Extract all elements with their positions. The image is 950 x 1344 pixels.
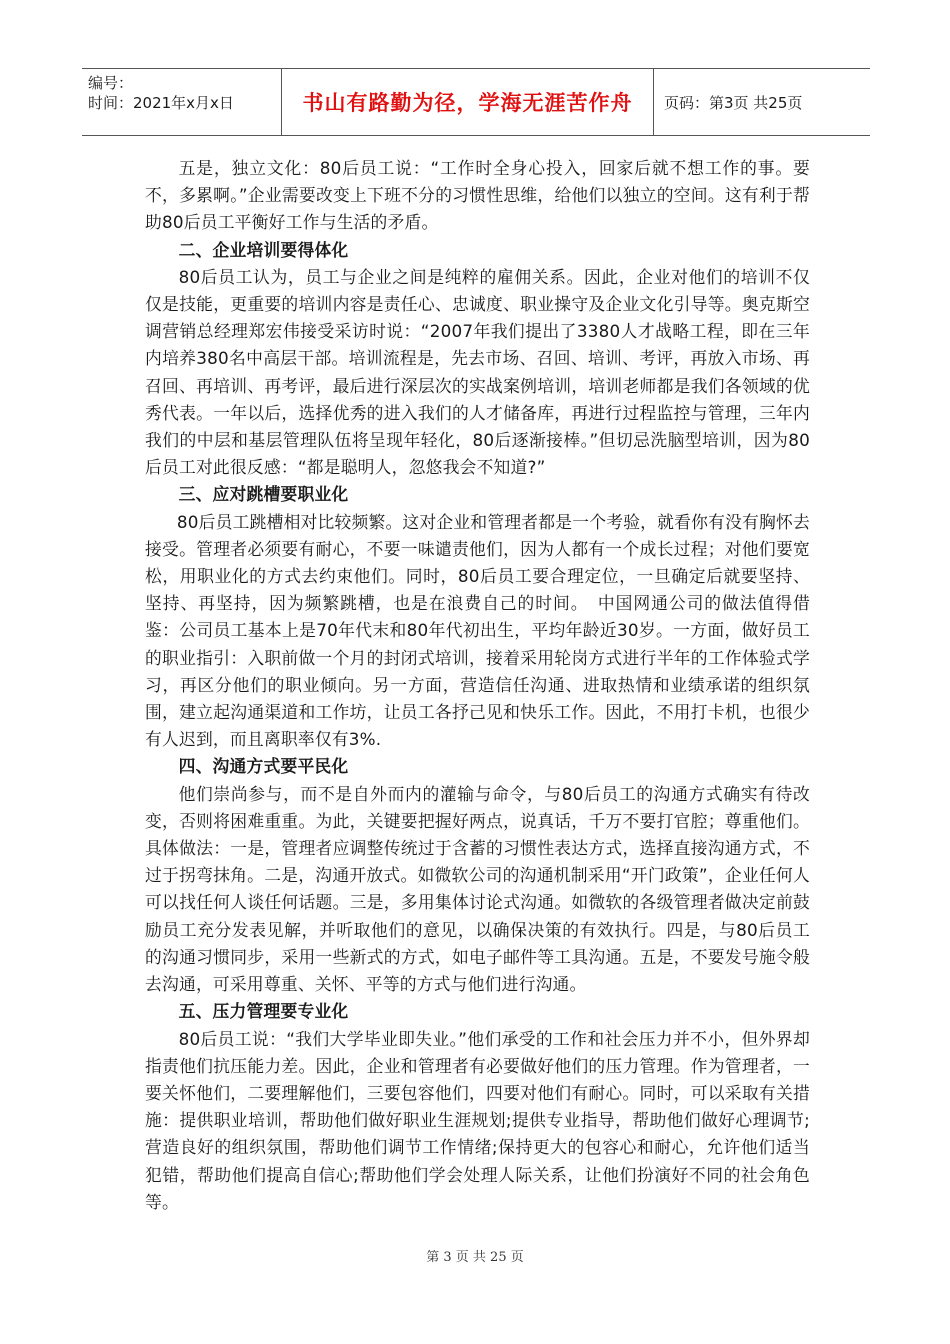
header-page-info: 页码：第3页 共25页 (664, 93, 803, 112)
section-heading: 四、沟通方式要平民化 (178, 756, 349, 777)
paragraph: 他们崇尚参与，而不是自外而内的灌输与命令，与80后员工的沟通方式确实有待改变，否则将困难重重。为此，关键要把握好两点，说真话，千万不要打官腔；尊重他们。具体做法：一是，管理者应调整传统过于含蓄的习惯性表达方式，选择直接沟通方式，不过于拐弯抹角。二是，沟通开放式。如微软公司的沟通机制采用“开门政策”，企业任何人可以找任何人谈任何话题。三是，多用集体讨论式沟通。如微软的各级管理者做决定前鼓励员工充分发表见解，并听取他们的意见，以确保决策的有效执行。四是，与80后员工的沟通习惯同步，采用一些新式的方式，如电子邮件等工具沟通。五是，不要发号施令般去沟通，可采用尊重、关怀、平等的方式与他们进行沟通。 (145, 783, 810, 995)
document-time: 时间：2021年x月x日 (88, 94, 234, 112)
paragraph: 80后员工跳槽相对比较频繁。这对企业和管理者都是一个考验，就看你有没有胸怀去接受。管理者必须要有耐心，不要一味谴责他们，因为人都有一个成长过程；对他们要宽松，用职业化的方式去约束他们。同时，80后员工要合理定位，一旦确定后就要坚持、坚持、再坚持，因为频繁跳槽，也是在浪费自己的时间。 中国网通公司的做法值得借鉴：公司员工基本上是70年代末和80年代初出生，平均年龄近30岁。一方面，做好员工的职业指引：入职前做一个月的封闭式培训，接着采用轮岗方式进行半年的工作体验式学习，再区分他们的职业倾向。另一方面，营造信任沟通、进取热情和业绩承诺的组织氛围，建立起沟通渠道和工作坊，让员工各抒己见和快乐工作。因此，不用打卡机，也很少有人迟到，而且离职率仅有3%. (145, 511, 810, 750)
header-table (82, 68, 870, 136)
document-number: 编号： (88, 74, 134, 92)
paragraph: 80后员工说：“我们大学毕业即失业。”他们承受的工作和社会压力并不小，但外界却指责他们抗压能力差。因此，企业和管理者有必要做好他们的压力管理。作为管理者，一要关怀他们，二要理解他们，三要包容他们，四要对他们有耐心。同时，可以采取有关措施：提供职业培训，帮助他们做好职业生涯规划;提供专业指导，帮助他们做好心理调节;营造良好的组织氛围，帮助他们调节工作情绪;保持更大的包容心和耐心，允许他们适当犯错，帮助他们提高自信心;帮助他们学会处理人际关系，让他们扮演好不同的社会角色等。 (145, 1028, 810, 1212)
header-meta (82, 69, 282, 135)
section-heading: 五、压力管理要专业化 (178, 1001, 349, 1022)
page-footer: 第 3 页 共 25 页 (426, 1250, 524, 1265)
paragraph: 80后员工认为，员工与企业之间是纯粹的雇佣关系。因此，企业对他们的培训不仅仅是技能，更重要的培训内容是责任心、忠诚度、职业操守及企业文化引导等。奥克斯空调营销总经理郑宏伟接受采访时说：“2007年我们提出了3380人才战略工程，即在三年内培养380名中高层干部。培训流程是，先去市场、召回、培训、考评，再放入市场、再召回、再培训、再考评，最后进行深层次的实战案例培训，培训老师都是我们各领域的优秀代表。一年以后，选择优秀的进入我们的人才储备库，再进行过程监控与管理，三年内我们的中层和基层管理队伍将呈现年轻化，80后逐渐接棒。”但切忌洗脑型培训，因为80后员工对此很反感：“都是聪明人，忽悠我会不知道?” (145, 266, 810, 478)
paragraph: 五是，独立文化：80后员工说：“工作时全身心投入，回家后就不想工作的事。要不，多累啊。”企业需要改变上下班不分的习惯性思维，给他们以独立的空间。这有利于帮助80后员工平衡好工作与生活的矛盾。 (145, 158, 810, 233)
section-heading: 三、应对跳槽要职业化 (178, 484, 349, 505)
document-body (145, 155, 810, 1216)
header-motto: 书山有路勤为径，学海无涯苦作舟 (282, 69, 654, 135)
section-heading: 二、企业培训要得体化 (178, 239, 349, 260)
